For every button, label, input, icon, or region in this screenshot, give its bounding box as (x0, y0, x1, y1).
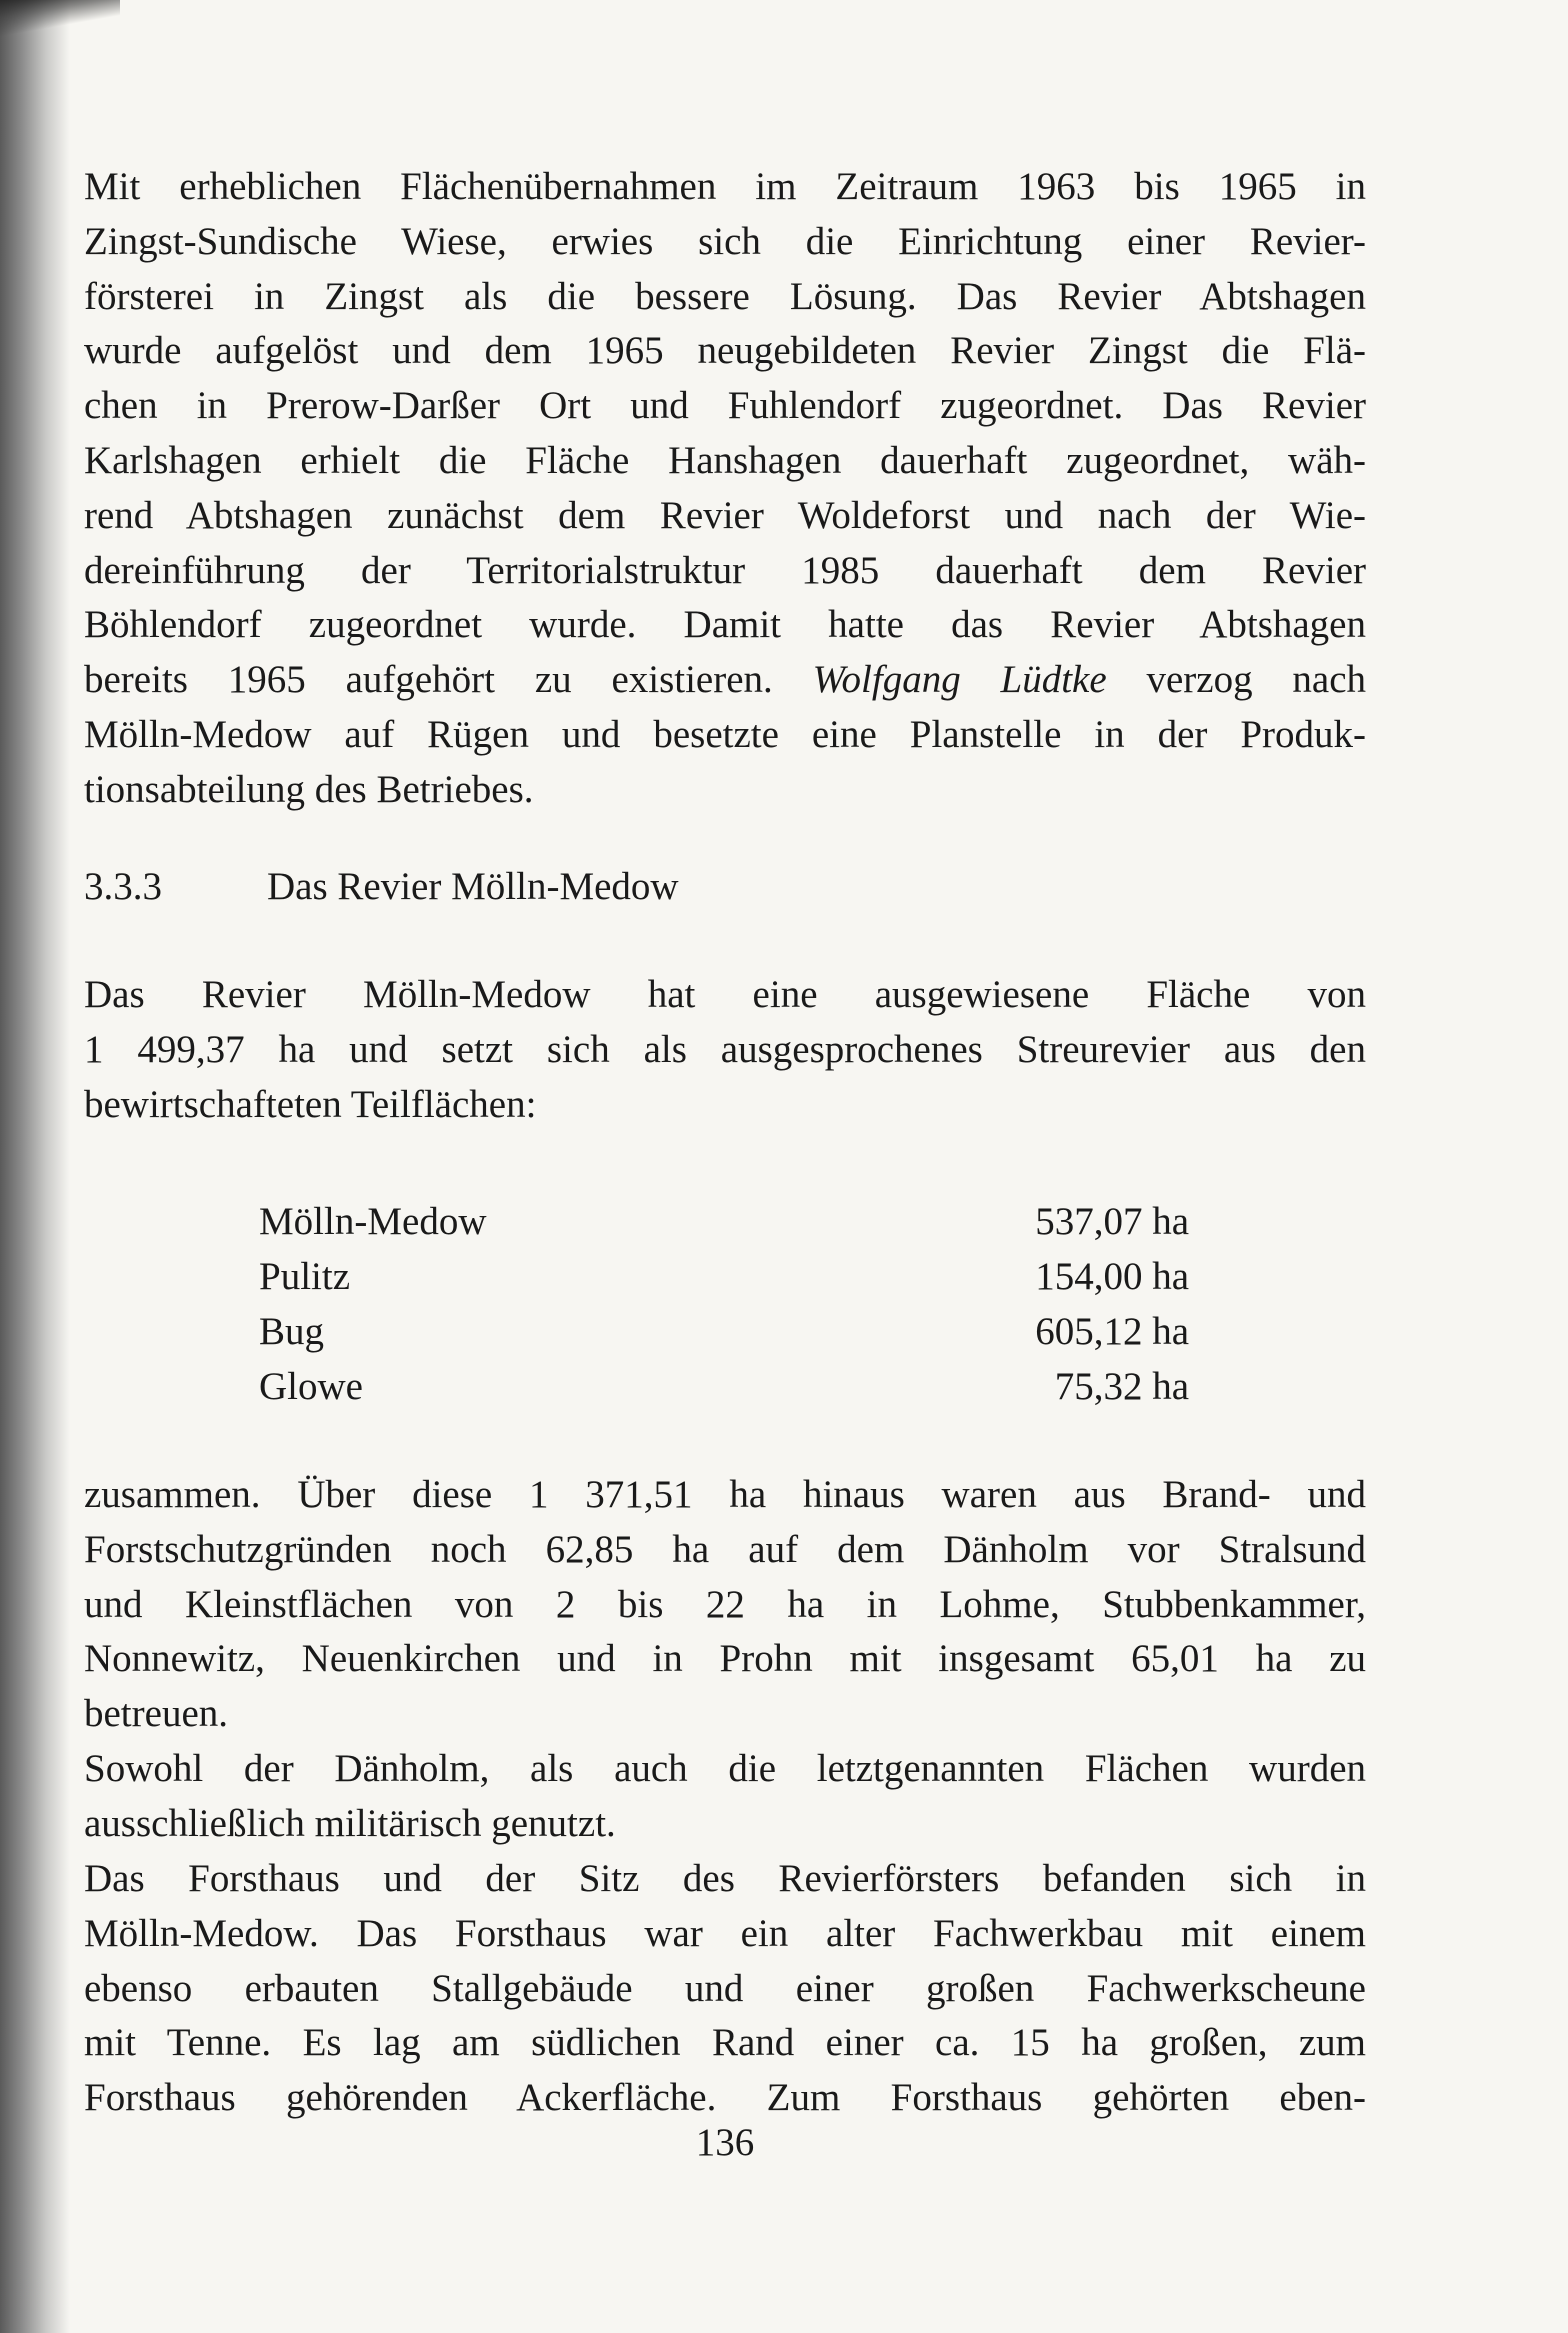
area-value: 537,07 ha (1035, 1200, 1189, 1243)
text-segment: bereits 1965 aufgehört zu existieren. (84, 658, 773, 702)
text-line: Forstschutzgründen noch 62,85 ha auf dem Dänholm vor Stralsund (84, 1527, 1366, 1571)
text-line: ausschließlich militärisch genutzt. (84, 1801, 616, 1845)
text-line: Zingst-Sundische Wiese, erwies sich die Einrichtung einer Revier- (84, 219, 1366, 263)
text-line: Karlshagen erhielt die Fläche Hanshagen dauerhaft zugeordnet, wäh- (84, 438, 1366, 482)
text-line: Mölln-Medow. Das Forsthaus war ein alter Fachwerkbau mit einem (84, 1911, 1366, 1955)
paragraph-3 (84, 1468, 1366, 1742)
page-number: 136 (695, 2121, 755, 2164)
text-line: Mölln-Medow auf Rügen und besetzte eine Planstelle in der Produk- (84, 712, 1366, 756)
area-table (259, 1194, 1189, 1414)
area-value: 605,12 ha (1035, 1310, 1189, 1353)
section-heading (84, 860, 679, 914)
paragraph-4 (84, 1742, 1366, 1852)
area-name: Pulitz (259, 1255, 351, 1298)
text-line: Forsthaus gehörenden Ackerfläche. Zum Forsthaus gehörten eben- (84, 2076, 1366, 2120)
text-line: Nonnewitz, Neuenkirchen und in Prohn mit insgesamt 65,01 ha zu (84, 1637, 1366, 1681)
paragraph-2 (84, 968, 1366, 1132)
area-name: Bug (259, 1310, 325, 1353)
text-line: Das Revier Mölln-Medow hat eine ausgewiesene Fläche von (84, 973, 1366, 1016)
text-line: wurde aufgelöst und dem 1965 neugebildeten Revier Zingst die Flä- (84, 329, 1366, 373)
text-line: 1 499,37 ha und setzt sich als ausgesprochenes Streurevier aus den (84, 1027, 1366, 1071)
text-line: zusammen. Über diese 1 371,51 ha hinaus waren aus Brand- und (84, 1473, 1366, 1516)
area-name: Glowe (259, 1365, 363, 1408)
area-name: Mölln-Medow (259, 1200, 487, 1243)
text-line: Böhlendorf zugeordnet wurde. Damit hatte das Revier Abtshagen (84, 603, 1366, 647)
text-line (84, 653, 1366, 708)
text-line: Sowohl der Dänholm, als auch die letztgenannten Flächen wurden (84, 1747, 1366, 1790)
text-segment: verzog nach (1146, 658, 1367, 702)
person-name: Wolfgang Lüdtke (812, 658, 1107, 702)
table-row (259, 1359, 1189, 1414)
section-title: Das Revier Mölln-Medow (267, 865, 679, 908)
text-line: tionsabteilung des Betriebes. (84, 767, 534, 811)
paragraph-5 (84, 1852, 1366, 2126)
table-row (259, 1194, 1189, 1249)
text-line: mit Tenne. Es lag am südlichen Rand einer ca. 15 ha großen, zum (84, 2021, 1366, 2065)
text-line: und Kleinstflächen von 2 bis 22 ha in Lohme, Stubbenkammer, (84, 1582, 1366, 1626)
table-row (259, 1304, 1189, 1359)
book-spine-shadow (0, 0, 70, 2333)
text-line: ebenso erbauten Stallgebäude und einer großen Fachwerkscheune (84, 1966, 1366, 2010)
area-value: 75,32 ha (1054, 1365, 1189, 1408)
text-line: Mit erheblichen Flächenübernahmen im Zeitraum 1963 bis 1965 in (84, 165, 1366, 208)
text-line: bewirtschafteten Teilflächen: (84, 1082, 537, 1126)
text-line: Das Forsthaus und der Sitz des Revierförsters befanden sich in (84, 1857, 1366, 1900)
paragraph-1 (84, 160, 1366, 818)
text-line: rend Abtshagen zunächst dem Revier Woldeforst und nach der Wie- (84, 493, 1366, 537)
table-row (259, 1249, 1189, 1304)
text-line: chen in Prerow-Darßer Ort und Fuhlendorf zugeordnet. Das Revier (84, 384, 1366, 428)
section-number: 3.3.3 (84, 865, 162, 908)
text-line: betreuen. (84, 1692, 229, 1736)
text-line: försterei in Zingst als die bessere Lösung. Das Revier Abtshagen (84, 274, 1366, 318)
page-corner-shadow (0, 0, 120, 40)
text-line: dereinführung der Territorialstruktur 1985 dauerhaft dem Revier (84, 548, 1366, 592)
area-value: 154,00 ha (1035, 1255, 1189, 1298)
